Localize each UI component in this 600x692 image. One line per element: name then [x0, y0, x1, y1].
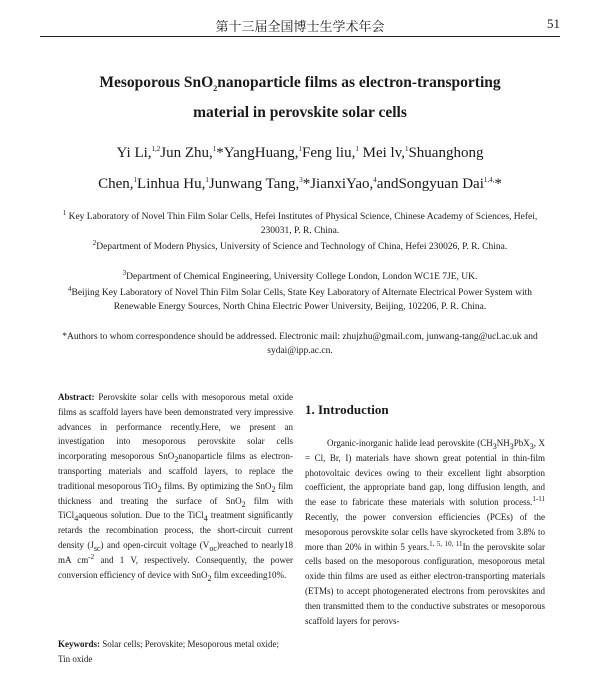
section-heading-introduction: 1. Introduction: [305, 402, 389, 417]
keywords-label: Keywords:: [58, 639, 100, 649]
running-header: [40, 14, 560, 37]
affiliation-2: $^2$Department of Modern Physics, University of Science and Technology of China, Hefei 230026, P. R. China.: [92, 238, 508, 252]
affiliation-3: $^3$Department of Chemical Engineering, University College London, London WC1E 7JE, UK.: [122, 268, 478, 282]
abstract-label: Abstract:: [58, 392, 95, 402]
paper-title-line1: Mesoporous SnO$_2$nanoparticle films as electron-transporting: [99, 74, 501, 94]
affiliation-1: $^1$ Key Laboratory of Novel Thin Film Solar Cells, Hefei Institutes of Physical Science, Chinese Academy of Sciences, Hefei, 230031, P. R. China.: [62, 208, 538, 236]
introduction-paragraph: Organic-inorganic halide lead perovskite ($CH_3NH_3PbX_3$, X = Cl, Br, I) materials have shown great potential in thin-film photovoltaic devices owing to their excellent light absorption coefficient, the appropriate band gap, long diffusion length, and the ease to fabricate these materials with solution process.$^{1-11}$ Recently, the power conversion efficiencies (PCEs) of the mesoporous perovskite solar cells have skyrocketed from 3.8% to more than 20% in within 5 years.$^{1, 5, 10, 11}$In the perovskite solar cells based on the mesoporous configuration, mesoporous metal oxide thin films are used as either electron-transporting materials (ETMs) to accept photogenerated electrons from perovskites and then transmitted them to the conductive substrates or mesoporous scaffold layers for perovs-: [305, 438, 545, 626]
page-number: 51: [547, 16, 560, 31]
affiliation-4: $^4$Beijing Key Laboratory of Novel Thin Film Solar Cells, State Key Laboratory of Alternate Electrical Power System with Renewable Energy Sources, North China Electric Power University, Beijing, 102206, P. R. China.: [68, 284, 532, 312]
keywords: Keywords: Solar cells; Perovskite; Mesoporous metal oxide; Tin oxide: [58, 639, 279, 664]
author-list-line2: Chen,$^1$Linhua Hu,$^1$Junwang Tang,$^3$*JianxiYao,$^4$andSongyuan Dai$^{1,4,}$*: [98, 176, 502, 192]
corresponding-author-note: *Authors to whom correspondence should be addressed. Electronic mail: zhujzhu@gmail.com, junwang-tang@ucl.ac.uk and sydai@ipp.ac.cn.: [62, 332, 538, 356]
conference-name: 第十三届全国博士生学术年会: [215, 20, 385, 35]
author-list-line1: Yi Li,$^{1,2}$Jun Zhu,$^1$*YangHuang,$^1$Feng liu,$^1$ Mei lv,$^1$Shuanghong: [116, 145, 484, 161]
paper-title-line2: material in perovskite solar cells: [193, 104, 407, 121]
abstract: Abstract: Perovskite solar cells with mesoporous metal oxide films as scaffold layers have been demonstrated very impressive advances in performance recently.Here, we present an investigation into mesoporous perovskite solar cells incorporating mesoporous SnO$_2$nanoparticle films as electron-transporting materials and scaffold layers, to replace the traditional mesoporous TiO$_2$ films. By optimizing the SnO$_2$ film thickness and treating the surface of SnO$_2$ film with TiCl$_4$aqueous solution. Due to the TiCl$_4$ treatment significantly retards the recombination process, the short-circuit current density $(J_{sc})$ and open-circuit voltage $(V_{oc})reached$ to nearly18 mA $cm^{-2}$ and 1 V, respectively. Consequently, the power conversion efficiency of device with SnO$_2$ film exceeding10%.: [58, 392, 294, 583]
